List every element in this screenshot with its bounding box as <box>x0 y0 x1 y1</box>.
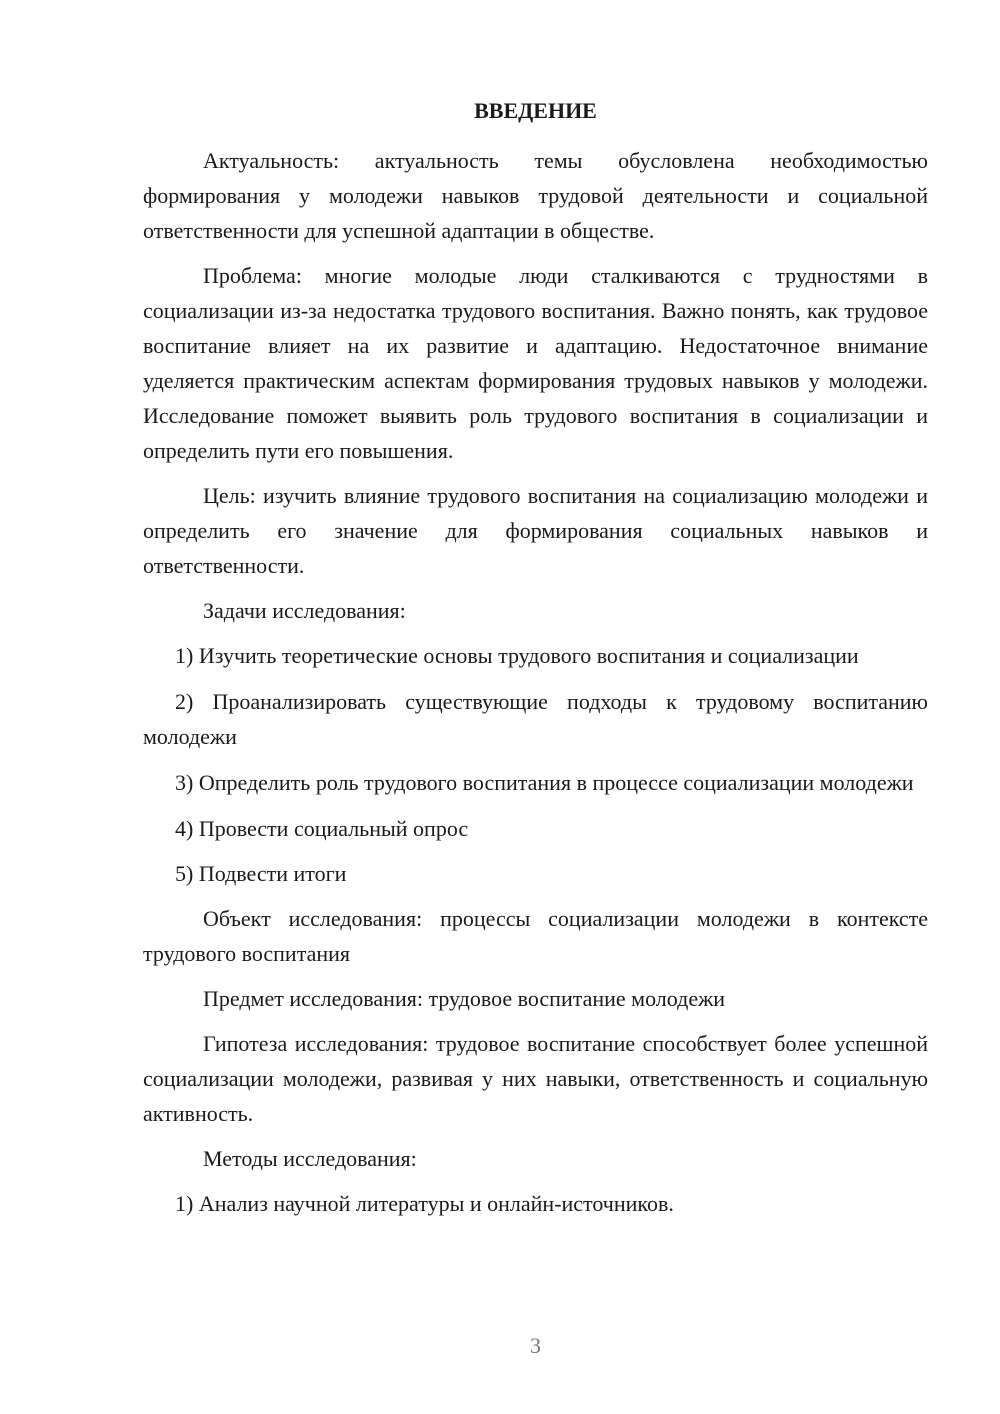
problem-paragraph: Проблема: многие молодые люди сталкиваются с трудностями в социализации из-за недостатка трудового воспитания. Важно понять, как трудовое воспитание влияет на их развитие и адаптацию. Недостаточное внимание уделяется практическим аспектам формирования трудовых навыков у молодежи. Исследование поможет выявить роль трудового воспитания в социализации и определить пути его повышения. <box>143 263 928 463</box>
object-paragraph: Объект исследования: процессы социализации молодежи в контексте трудового воспитания <box>143 906 928 966</box>
tasks-heading: Задачи исследования: <box>203 598 406 623</box>
goal-paragraph: Цель: изучить влияние трудового воспитания на социализацию молодежи и определить его значение для формирования социальных навыков и ответственности. <box>143 483 928 578</box>
methods-heading: Методы исследования: <box>203 1146 417 1171</box>
relevance-paragraph: Актуальность: актуальность темы обусловлена необходимостью формирования у молодежи навыков трудовой деятельности и социальной ответственности для успешной адаптации в обществе. <box>143 148 928 243</box>
document-body <box>143 143 928 1231</box>
task-item-2: 2) Проанализировать существующие подходы к трудовому воспитанию молодежи <box>143 689 928 749</box>
page-number: 3 <box>530 1333 541 1358</box>
task-item-3: 3) Определить роль трудового воспитания в процессе социализации молодежи <box>175 770 914 795</box>
document-title: ВВЕДЕНИЕ <box>474 98 597 123</box>
subject-paragraph: Предмет исследования: трудовое воспитание молодежи <box>203 986 726 1011</box>
task-item-1: 1) Изучить теоретические основы трудового воспитания и социализации <box>175 643 859 668</box>
task-item-4: 4) Провести социальный опрос <box>175 816 469 841</box>
document-page <box>143 0 928 1414</box>
task-item-5: 5) Подвести итоги <box>175 861 347 886</box>
hypothesis-paragraph: Гипотеза исследования: трудовое воспитание способствует более успешной социализации молодежи, развивая у них навыки, ответственность и социальную активность. <box>143 1031 928 1126</box>
method-item-1: 1) Анализ научной литературы и онлайн-источников. <box>175 1191 674 1216</box>
